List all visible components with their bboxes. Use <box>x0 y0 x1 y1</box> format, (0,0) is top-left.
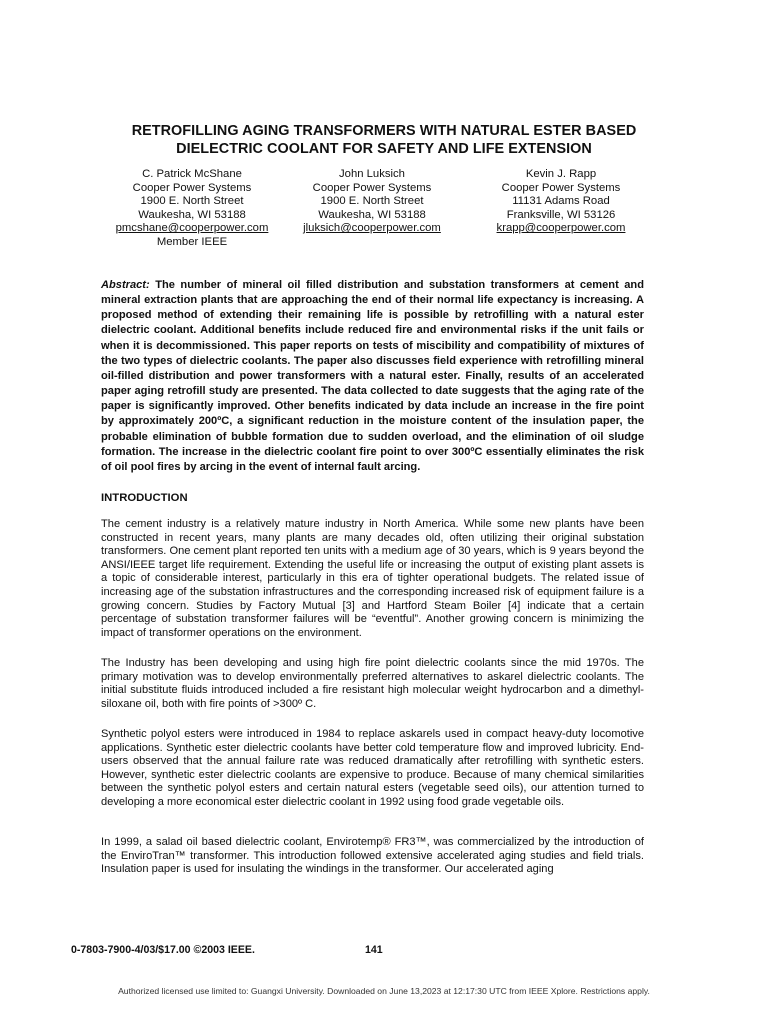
author-street: 11131 Adams Road <box>512 195 610 208</box>
author-org: Cooper Power Systems <box>132 181 252 194</box>
author-email-link[interactable]: pmcshane@cooperpower.com <box>115 222 269 235</box>
section-heading-introduction: INTRODUCTION <box>101 492 188 504</box>
intro-paragraph-2: The Industry has been developing and using high fire point dielectric coolants since the mid 1970s. The primary motivation was to develop environmentally preferred alternatives to askarel dielectric coolants. The initial substitute fluids introduced included a fire resistant high molecular weight hydrocarbon and a dimethyl-siloxane oil, both with fire points of >300º C. <box>101 657 644 710</box>
abstract <box>101 278 644 475</box>
intro-paragraph-4: In 1999, a salad oil based dielectric coolant, Envirotemp® FR3™, was commercialized by the introduction of the EnviroTran™ transformer. This introduction followed extensive accelerated aging studies and field trials. Insulation paper is used for insulating the windings in the transformer. Our accelerated aging <box>101 836 644 876</box>
author-name: C. Patrick McShane <box>142 168 242 180</box>
intro-paragraph-1: The cement industry is a relatively mature industry in North America. While some new plants have been constructed in recent years, many plants are many decades old, often utilizing their original substation transformers. One cement plant reported ten units with a medium age of 30 years, which is 9 years beyond the ANSI/IEEE target life requirement. Extending the useful life or increasing the output of existing plant assets is a topic of considerable interest, particularly in this era of tighter operational budgets. The related issue of increasing age of the substation infrastructures and the corresponding increased risk of equipment failure is a growing concern. Studies by Factory Mutual [3] and Hartford Steam Boiler [4] indicate that a certain percentage of substation transformer failures will be “eventful”. Another growing concern is minimizing the impact of transformer operations on the environment. <box>101 518 644 639</box>
author-org: Cooper Power Systems <box>501 181 621 194</box>
paper-title <box>0 122 768 158</box>
author-street: 1900 E. North Street <box>320 195 424 208</box>
author-3 <box>461 168 661 236</box>
author-street: 1900 E. North Street <box>140 195 244 208</box>
author-city: Franksville, WI 53126 <box>506 208 616 221</box>
abstract-label: Abstract: <box>101 279 150 291</box>
author-email-link[interactable]: krapp@cooperpower.com <box>496 222 626 235</box>
license-notice: Authorized licensed use limited to: Guangxi University. Downloaded on June 13,2023 at 12:17:30 UTC from IEEE Xplore. Restrictions apply. <box>118 986 650 996</box>
author-name: John Luksich <box>339 168 405 180</box>
author-membership: Member IEEE <box>156 235 228 248</box>
author-org: Cooper Power Systems <box>312 181 432 194</box>
author-city: Waukesha, WI 53188 <box>138 208 246 221</box>
author-2 <box>272 168 472 236</box>
author-email-link[interactable]: jluksich@cooperpower.com <box>303 222 441 235</box>
author-1 <box>92 168 292 250</box>
title-line-2: DIELECTRIC COOLANT FOR SAFETY AND LIFE EXTENSION <box>176 141 592 157</box>
author-block <box>0 168 768 278</box>
title-line-1: RETROFILLING AGING TRANSFORMERS WITH NATURAL ESTER BASED <box>131 123 637 139</box>
author-name: Kevin J. Rapp <box>525 168 597 180</box>
abstract-text: The number of mineral oil filled distribution and substation transformers at cement and mineral extraction plants that are approaching the end of their normal life expectancy is increasing. A proposed method of extending their remaining life is possible by retrofilling with a natural ester dielectric coolant. Additional benefits include reduced fire and environmental risks if the unit fails or when it is decommissioned. This paper reports on tests of miscibility and compatibility of mixtures of the two types of dielectric coolants. The paper also discusses field experience with retrofilling mineral oil-filled distribution and power transformers with a natural ester. Finally, results of an accelerated paper aging retrofill study are presented. The data collected to date suggests that the aging rate of the paper is significantly improved. Other benefits indicated by data include an increase in the fire point by approximately 200ºC, a significant reduction in the moisture content of the insulation paper, the probable elimination of bubble formation due to sudden overload, and the elimination of oil sludge formation. The increase in the dielectric coolant fire point to over 300ºC essentially eliminates the risk of oil pool fires by arcing in the event of internal fault arcing. <box>101 279 644 473</box>
copyright-code: 0-7803-7900-4/03/$17.00 ©2003 IEEE. <box>71 944 255 956</box>
page-number: 141 <box>365 944 383 956</box>
author-city: Waukesha, WI 53188 <box>318 208 426 221</box>
intro-paragraph-3: Synthetic polyol esters were introduced in 1984 to replace askarels used in compact heavy-duty locomotive applications. Synthetic ester dielectric coolants have better cold temperature flow and improved lubricity. End-users observed that the annual failure rate was reduced dramatically after retrofilling with synthetic esters. However, synthetic ester dielectric coolants are expensive to produce. Because of many chemical similarities between the synthetic polyol esters and certain natural esters (vegetable seed oils), our attention turned to developing a more economical ester dielectric coolant in 1992 using food grade vegetable oils. <box>101 728 644 808</box>
